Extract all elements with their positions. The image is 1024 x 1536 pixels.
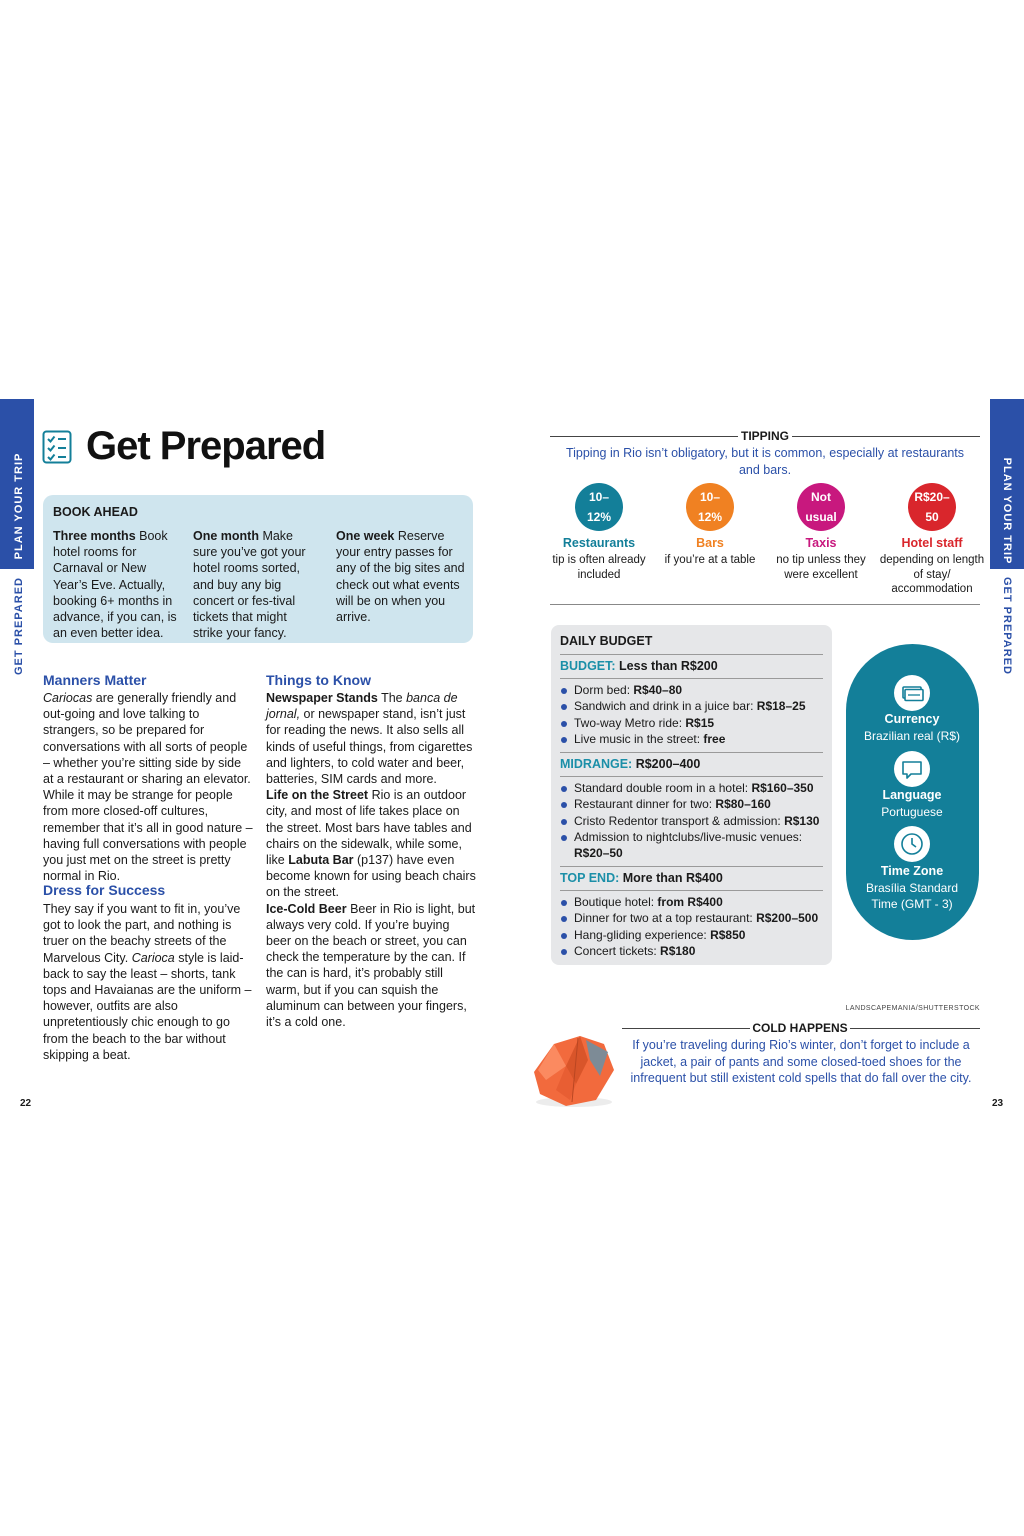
tier-budget-heading: BUDGET: Less than R$200	[560, 659, 718, 673]
dress-heading: Dress for Success	[43, 882, 166, 898]
tip-amount-taxis: Not usual	[797, 483, 845, 531]
right-tab-section-label: GET PREPARED	[1001, 577, 1013, 675]
currency-text: Brazilian real (R$)	[863, 729, 961, 743]
tipping-intro: Tipping in Rio isn’t obligatory, but it is common, especially at restaurants and bars.	[565, 446, 965, 477]
timezone-heading: Time Zone	[880, 864, 944, 878]
list-item: Standard double room in a hotel: R$160–350	[560, 780, 825, 796]
tip-amount-hotel-staff: R$20– 50	[908, 483, 956, 531]
tier-midrange-heading: MIDRANGE: R$200–400	[560, 757, 701, 771]
page-number-left: 22	[20, 1098, 32, 1109]
book-ahead-col-3: One week Reserve your entry passes for any of the big sites and check out what events will be on when you arrive.	[336, 529, 465, 625]
list-item: Two-way Metro ride: R$15	[560, 715, 825, 731]
tip-name-taxis: Taxis	[805, 536, 837, 550]
book-ahead-heading: BOOK AHEAD	[53, 505, 138, 519]
list-item: Sandwich and drink in a juice bar: R$18–25	[560, 698, 825, 714]
things-heading: Things to Know	[266, 672, 371, 688]
timezone-text: Brasília Standard Time (GMT - 3)	[865, 881, 959, 911]
list-item: Admission to nightclubs/live-music venues: R$20–50	[560, 829, 825, 862]
tier-midrange-list	[560, 780, 825, 861]
facts-pill	[846, 644, 979, 940]
tip-amount-bars: 10– 12%	[686, 483, 734, 531]
tip-name-hotel-staff: Hotel staff	[901, 536, 963, 550]
tier-top-end-list	[560, 894, 825, 959]
banknotes-icon	[894, 675, 930, 711]
tipping-heading: TIPPING	[740, 429, 789, 443]
budget-divider	[560, 678, 823, 679]
page-title: Get Prepared	[86, 424, 326, 468]
list-item: Boutique hotel: from R$400	[560, 894, 825, 910]
list-item: Concert tickets: R$180	[560, 943, 825, 959]
photo-credit: LANDSCAPEMANIA/SHUTTERSTOCK	[845, 1005, 980, 1012]
budget-divider	[560, 890, 823, 891]
budget-divider	[560, 776, 823, 777]
clock-icon	[894, 826, 930, 862]
tip-name-bars: Bars	[696, 536, 724, 550]
language-heading: Language	[882, 788, 942, 802]
cold-heading: COLD HAPPENS	[752, 1021, 848, 1035]
tipping-rule-right	[792, 436, 980, 437]
tip-amount-restaurants: 10– 12%	[575, 483, 623, 531]
list-item: Live music in the street: free	[560, 731, 825, 747]
left-tab-plan-label: PLAN YOUR TRIP	[13, 452, 25, 560]
tipping-rule-left	[550, 436, 738, 437]
list-item: Dinner for two at a top restaurant: R$200–500	[560, 910, 825, 926]
cold-text: If you’re traveling during Rio’s winter, don’t forget to include a jacket, a pair of pants and some closed-toed shoes for the infrequent but still existent cold spells that do fall over the city.	[630, 1038, 972, 1085]
tip-desc-taxis: no tip unless they were excellent	[776, 554, 866, 581]
tier-top-end-heading: TOP END: More than R$400	[560, 871, 723, 885]
things-text: Newspaper Stands The banca de jornal, or newspaper stand, isn’t just for reading the news. It also sells all kinds of useful things, from cigarettes and lighters, to cold water and beer, batteries, SIM cards and more. Life on the Street Rio is an outdoor city, and most of life takes place on the street. Most bars have tables and chairs on the sidewalk, while some, like Labuta Bar (p137) have even become known for using beach chairs on the street. Ice-Cold Beer Beer in Rio is light, but always very cold. If you’re buying beer on the beach or street, you can check the temperature by the can. If the can is hard, it’s probably still warm, but if you can squish the aluminum can between your fingers, it’s a cold one.	[266, 691, 476, 1030]
manners-text: Cariocas are generally friendly and out-going and love talking to strangers, so be prepared for conversations with all sorts of people – whether you’re sitting side by side at a restaurant or sharing an elevator. While it may be strange for people from more closed-off cultures, remember that it’s all in good nature – having full conversations with people you just met on the street is pretty normal in Rio.	[43, 691, 253, 884]
cold-rule-left	[622, 1028, 750, 1029]
list-item: Dorm bed: R$40–80	[560, 682, 825, 698]
list-item: Hang-gliding experience: R$850	[560, 927, 825, 943]
budget-divider	[560, 866, 823, 867]
daily-budget-box	[551, 625, 832, 965]
dress-text: They say if you want to fit in, you’ve got to look the part, and nothing is truer on the beachy streets of the Marvelous City. Carioca style is laid-back to say the least – shorts, tank tops and Havaianas are the uniform – however, outfits are also unpretentiously chic enough to go from the beach to the bar without skipping a beat.	[43, 902, 252, 1062]
currency-heading: Currency	[884, 712, 940, 726]
budget-divider	[560, 654, 823, 655]
tip-desc-bars: if you’re at a table	[664, 554, 756, 566]
left-tab-section-label: GET PREPARED	[13, 577, 25, 675]
tipping-bottom-rule	[550, 604, 980, 605]
jacket-illustration	[526, 1030, 618, 1110]
manners-heading: Manners Matter	[43, 672, 147, 688]
list-item: Cristo Redentor transport & admission: R$130	[560, 813, 825, 829]
book-ahead-col-2: One month Make sure you’ve got your hotel rooms sorted, and buy any big concert or fes-tival tickets that might strike your fancy.	[193, 529, 306, 641]
cold-rule-right	[850, 1028, 980, 1029]
daily-budget-heading: DAILY BUDGET	[560, 634, 653, 648]
tip-desc-hotel-staff: depending on length of stay/ accommodation	[879, 554, 985, 595]
speech-bubble-icon	[894, 751, 930, 787]
tip-name-restaurants: Restaurants	[562, 536, 636, 550]
budget-divider	[560, 752, 823, 753]
list-item: Restaurant dinner for two: R$80–160	[560, 796, 825, 812]
book-ahead-col-1: Three months Book hotel rooms for Carnaval or New Year’s Eve. Actually, booking 6+ months in advance, if you can, is an even better idea.	[53, 529, 177, 641]
tier-budget-list	[560, 682, 825, 747]
page-number-right: 23	[992, 1098, 1004, 1109]
right-tab-plan-label: PLAN YOUR TRIP	[1001, 457, 1013, 565]
language-text: Portuguese	[881, 805, 943, 819]
book-ahead-box	[43, 495, 473, 643]
checklist-icon	[42, 430, 74, 464]
tip-desc-restaurants: tip is often already included	[552, 554, 646, 581]
